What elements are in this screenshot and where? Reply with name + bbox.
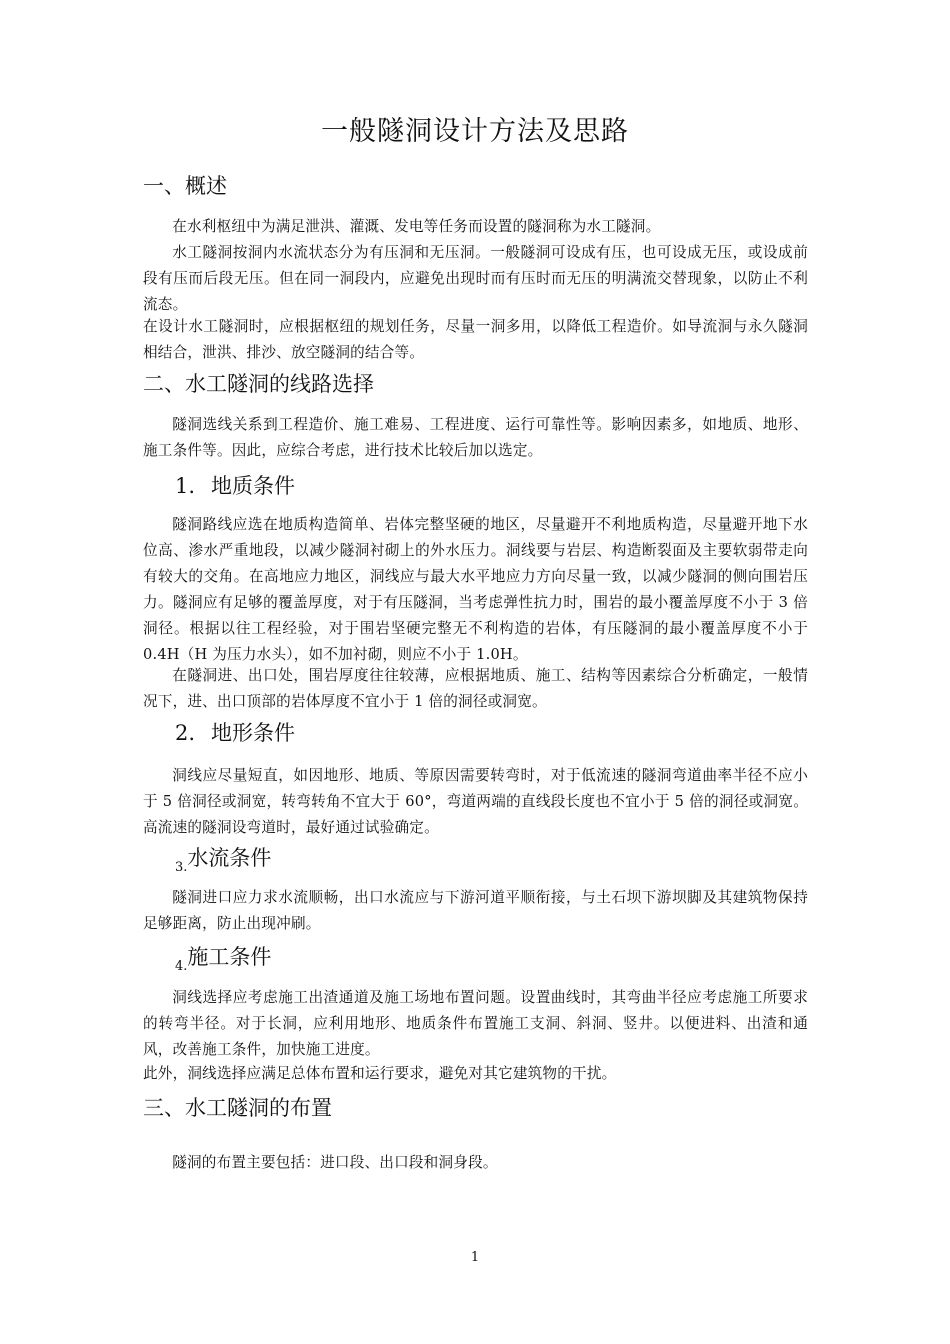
- subsection-number: 2.: [175, 721, 196, 745]
- subsection-label: 地形条件: [211, 721, 296, 745]
- subsection-label: 地质条件: [211, 474, 296, 498]
- paragraph: 在隧洞进、出口处，围岩厚度往往较薄，应根据地质、施工、结构等因素综合分析确定，一般情况下，进、出口顶部的岩体厚度不宜小于 1 倍的洞径或洞宽。: [143, 667, 808, 710]
- subsection-number: 1.: [175, 474, 196, 498]
- paragraph: 洞线应尽量短直，如因地形、地质、等原因需要转弯时，对于低流速的隧洞弯道曲率半径不应小于 5 倍洞径或洞宽，转弯转角不宜大于 60°，弯道两端的直线段长度也不宜小于 5 倍的洞径或洞宽。高流速的隧洞设弯道时，最好通过试验确定。: [143, 767, 808, 836]
- page-title: 一般隧洞设计方法及思路: [321, 116, 629, 147]
- paragraph: 隧洞路线应选在地质构造简单、岩体完整坚硬的地区，尽量避开不利地质构造，尽量避开地下水位高、渗水严重地段，以减少隧洞衬砌上的外水压力。洞线要与岩层、构造断裂面及主要软弱带走向有较大的交角。在高地应力地区，洞线应与最大水平地应力方向尽量一致，以减少隧洞的侧向围岩压力。隧洞应有足够的覆盖厚度，对于有压隧洞，当考虑弹性抗力时，围岩的最小覆盖厚度不小于 3 倍洞径。根据以往工程经验，对于围岩坚硬完整无不利构造的岩体，有压隧洞的最小覆盖厚度不小于 0.4H（H 为压力水头），如不加衬砌，则应不小于 1.0H。: [143, 516, 808, 663]
- subsection-heading-terrain: [175, 718, 295, 748]
- subsection-number: 4.: [175, 959, 188, 974]
- subsection-label: 施工条件: [187, 945, 272, 969]
- subsection-heading-construction: [175, 942, 271, 982]
- paragraph: 洞线选择应考虑施工出渣通道及施工场地布置问题。设置曲线时，其弯曲半径应考虑施工所要求的转弯半径。对于长洞，应利用地形、地质条件布置施工支洞、斜洞、竖井。以便进料、出渣和通风，改善施工条件，加快施工进度。: [143, 989, 808, 1058]
- paragraph: 水工隧洞按洞内水流状态分为有压洞和无压洞。一般隧洞可设成有压，也可设成无压，或设成前段有压而后段无压。但在同一洞段内，应避免出现时而有压时而无压的明满流交替现象，以防止不利流态。: [143, 244, 808, 313]
- section-heading-layout: 三、水工隧洞的布置: [143, 1096, 332, 1120]
- subsection-heading-geology: [175, 471, 295, 501]
- subsection-heading-flow: [175, 843, 271, 883]
- paragraph: 隧洞选线关系到工程造价、施工难易、工程进度、运行可靠性等。影响因素多，如地质、地形、施工条件等。因此，应综合考虑，进行技术比较后加以选定。: [143, 416, 808, 459]
- section-heading-route-selection: 二、水工隧洞的线路选择: [143, 372, 374, 396]
- subsection-label: 水流条件: [187, 846, 272, 870]
- paragraph: 隧洞进口应力求水流顺畅，出口水流应与下游河道平顺衔接，与土石坝下游坝脚及其建筑物保持足够距离，防止出现冲刷。: [143, 889, 808, 932]
- paragraph: 隧洞的布置主要包括：进口段、出口段和洞身段。: [172, 1154, 498, 1171]
- subsection-number: 3.: [175, 860, 188, 875]
- page-number: 1: [470, 1250, 480, 1265]
- paragraph: 在设计水工隧洞时，应根据枢纽的规划任务，尽量一洞多用，以降低工程造价。如导流洞与永久隧洞相结合，泄洪、排沙、放空隧洞的结合等。: [143, 318, 808, 361]
- paragraph: 在水利枢纽中为满足泄洪、灌溉、发电等任务而设置的隧洞称为水工隧洞。: [172, 218, 661, 235]
- section-heading-overview: 一、概述: [143, 174, 227, 198]
- paragraph: 此外，洞线选择应满足总体布置和运行要求，避免对其它建筑物的干扰。: [143, 1065, 617, 1082]
